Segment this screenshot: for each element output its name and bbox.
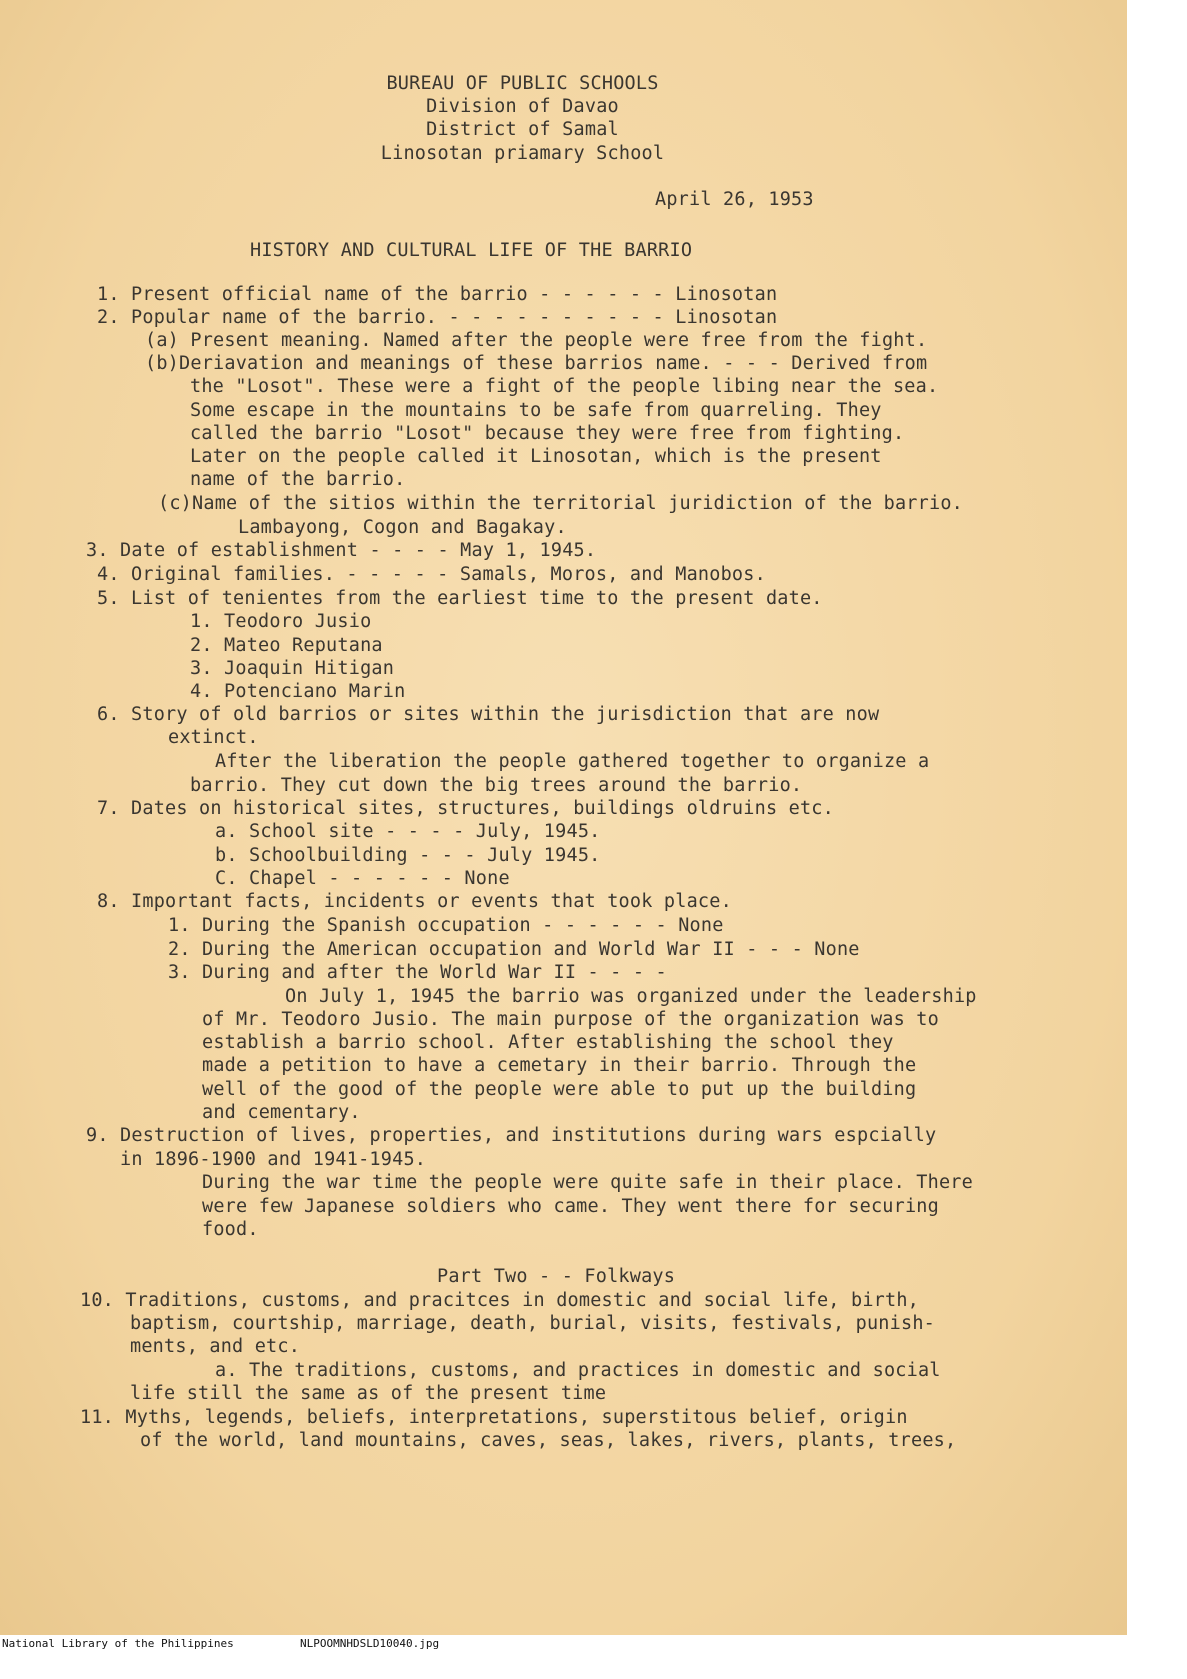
body-line: in 1896-1900 and 1941-1945.	[120, 1149, 427, 1170]
body-line: 5. List of tenientes from the earliest time to the present date.	[97, 588, 823, 609]
body-line: 4. Original families. - - - - - Samals, Moros, and Manobos.	[97, 564, 766, 585]
body-line: 10. Traditions, customs, and pracitces in domestic and social life, birth,	[80, 1290, 920, 1311]
scan-footer	[0, 1637, 1187, 1651]
body-line: C. Chapel - - - - - - None	[215, 868, 510, 889]
body-line: baptism, courtship, marriage, death, burial, visits, festivals, punish-	[130, 1313, 935, 1334]
body-line: After the liberation the people gathered together to organize a	[215, 751, 930, 772]
document-title: HISTORY AND CULTURAL LIFE OF THE BARRIO	[250, 240, 693, 261]
body-line: made a petition to have a cemetary in their barrio. Through the	[202, 1055, 917, 1076]
body-line: food.	[202, 1219, 259, 1240]
body-line: On July 1, 1945 the barrio was organized under the leadership	[285, 986, 977, 1007]
section-heading: Part Two - - Folkways	[437, 1266, 676, 1287]
body-line: During the war time the people were quite safe in their place. There	[202, 1172, 973, 1193]
scan-margin	[1127, 0, 1187, 1635]
body-line: 2. During the American occupation and World War II - - - None	[168, 939, 860, 960]
body-line: 3. Joaquin Hitigan	[190, 658, 395, 679]
body-line: 7. Dates on historical sites, structures, buildings oldruins etc.	[97, 798, 834, 819]
header-district: District of Samal	[426, 119, 619, 140]
body-line: Later on the people called it Linosotan, which is the present	[190, 446, 882, 467]
body-line: 9. Destruction of lives, properties, and institutions during wars espcially	[86, 1125, 937, 1146]
body-line: 11. Myths, legends, beliefs, interpretations, superstitous belief, origin	[80, 1407, 908, 1428]
footer-filename: NLPOOMNHDSLD10040.jpg	[300, 1637, 440, 1650]
body-line: 6. Story of old barrios or sites within the jurisdiction that are now	[97, 704, 880, 725]
body-line: of Mr. Teodoro Jusio. The main purpose of the organization was to	[202, 1009, 939, 1030]
body-line: Lambayong, Cogon and Bagakay.	[238, 517, 567, 538]
body-line: name of the barrio.	[190, 469, 406, 490]
header-bureau: BUREAU OF PUBLIC SCHOOLS	[386, 73, 659, 94]
body-line: a. The traditions, customs, and practices in domestic and social	[215, 1360, 941, 1381]
body-line: well of the good of the people were able to put up the building	[202, 1079, 917, 1100]
body-line: 2. Popular name of the barrio. - - - - - - - - - - Linosotan	[97, 307, 778, 328]
body-line: establish a barrio school. After establishing the school they	[202, 1032, 894, 1053]
body-line: (c)Name of the sitios within the territorial juridiction of the barrio.	[158, 493, 963, 514]
header-division: Division of Davao	[426, 96, 619, 117]
body-line: called the barrio "Losot" because they were free from fighting.	[190, 423, 905, 444]
body-line: (b)Deriavation and meanings of these barrios name. - - - Derived from	[145, 353, 928, 374]
body-line: were few Japanese soldiers who came. They went there for securing	[202, 1196, 939, 1217]
document-date: April 26, 1953	[655, 189, 814, 210]
body-line: 1. Teodoro Jusio	[190, 611, 372, 632]
body-line: 3. Date of establishment - - - - May 1, 1945.	[86, 540, 597, 561]
body-line: (a) Present meaning. Named after the people were free from the fight.	[145, 330, 928, 351]
body-line: and cementary.	[202, 1102, 361, 1123]
body-line: the "Losot". These were a fight of the people libing near the sea.	[190, 376, 939, 397]
body-line: barrio. They cut down the big trees around the barrio.	[190, 775, 803, 796]
header-school: Linosotan priamary School	[380, 143, 665, 164]
footer-library: National Library of the Philippines	[2, 1637, 234, 1650]
body-line: 1. Present official name of the barrio - - - - - - Linosotan	[97, 284, 778, 305]
body-line: 8. Important facts, incidents or events that took place.	[97, 891, 732, 912]
body-line: 1. During the Spanish occupation - - - - - - None	[168, 915, 724, 936]
body-line: life still the same as of the present time	[130, 1383, 607, 1404]
body-line: a. School site - - - - July, 1945.	[215, 821, 601, 842]
body-line: extinct.	[168, 727, 259, 748]
body-line: of the world, land mountains, caves, seas, lakes, rivers, plants, trees,	[140, 1430, 957, 1451]
body-line: 2. Mateo Reputana	[190, 635, 383, 656]
body-line: ments, and etc.	[130, 1336, 301, 1357]
body-line: 4. Potenciano Marin	[190, 681, 406, 702]
body-line: b. Schoolbuilding - - - July 1945.	[215, 845, 601, 866]
body-line: 3. During and after the World War II - - - -	[168, 962, 667, 983]
body-line: Some escape in the mountains to be safe from quarreling. They	[190, 400, 882, 421]
